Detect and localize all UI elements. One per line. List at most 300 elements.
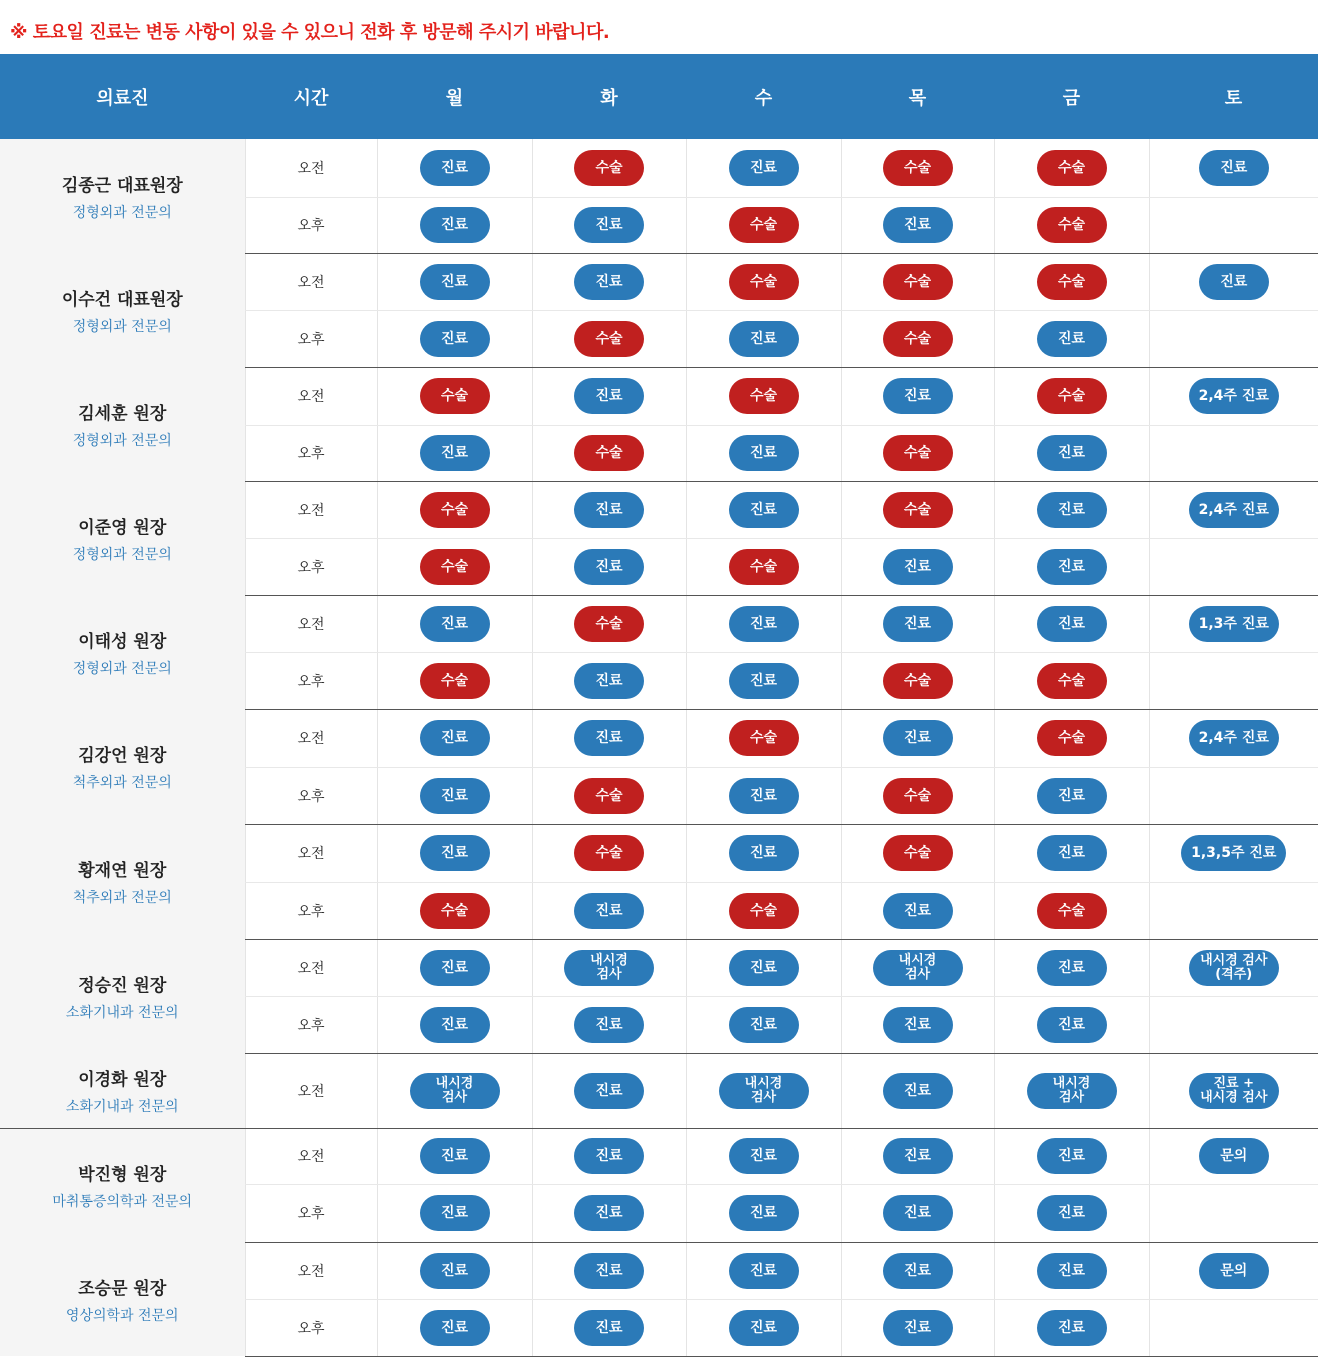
clinic-badge: 내시경 검사 (격주)	[1189, 950, 1279, 986]
schedule-cell	[994, 652, 1149, 709]
schedule-cell	[841, 939, 994, 996]
clinic-badge: 진료	[729, 663, 799, 699]
clinic-badge: 진료	[883, 549, 953, 585]
clinic-badge: 진료	[883, 893, 953, 929]
schedule-cell	[377, 538, 532, 595]
schedule-table	[0, 54, 1318, 1357]
schedule-cell	[994, 1184, 1149, 1242]
clinic-badge: 내시경 검사	[719, 1073, 809, 1109]
surgery-badge: 수술	[883, 321, 953, 357]
schedule-cell	[532, 767, 686, 824]
surgery-badge: 수술	[729, 893, 799, 929]
clinic-badge: 진료	[1037, 778, 1107, 814]
clinic-badge: 진료	[729, 606, 799, 642]
surgery-badge: 수술	[883, 264, 953, 300]
clinic-badge: 1,3,5주 진료	[1181, 835, 1286, 871]
schedule-cell	[686, 310, 841, 367]
schedule-cell	[1149, 939, 1318, 996]
surgery-badge: 수술	[1037, 264, 1107, 300]
schedule-cell	[1149, 139, 1318, 197]
schedule-cell	[1149, 1128, 1318, 1184]
surgery-badge: 수술	[574, 606, 644, 642]
schedule-cell	[841, 824, 994, 882]
time-slot-label: 오후	[245, 197, 377, 253]
schedule-cell	[841, 996, 994, 1053]
schedule-cell	[994, 1053, 1149, 1128]
surgery-badge: 수술	[883, 435, 953, 471]
schedule-cell	[994, 139, 1149, 197]
schedule-cell	[377, 1242, 532, 1299]
schedule-cell	[686, 139, 841, 197]
schedule-cell	[1149, 538, 1318, 595]
time-slot-label: 오후	[245, 538, 377, 595]
time-slot-label: 오전	[245, 1242, 377, 1299]
schedule-cell	[841, 595, 994, 652]
schedule-body	[0, 139, 1318, 1356]
schedule-cell	[686, 996, 841, 1053]
surgery-badge: 수술	[574, 778, 644, 814]
schedule-cell	[532, 1299, 686, 1356]
schedule-cell	[841, 1184, 994, 1242]
clinic-badge: 진료	[420, 435, 490, 471]
doctor-name: 이수건 대표원장	[61, 289, 183, 310]
doctor-name: 이준영 원장	[78, 517, 167, 538]
schedule-cell	[686, 595, 841, 652]
clinic-badge: 진료	[1037, 606, 1107, 642]
schedule-cell	[994, 996, 1149, 1053]
surgery-badge: 수술	[1037, 893, 1107, 929]
time-slot-label: 오후	[245, 1184, 377, 1242]
surgery-badge: 수술	[883, 663, 953, 699]
schedule-cell	[1149, 1242, 1318, 1299]
header-wed: 수	[686, 54, 841, 139]
schedule-cell	[994, 538, 1149, 595]
surgery-badge: 수술	[420, 492, 490, 528]
header-time: 시간	[245, 54, 377, 139]
clinic-badge: 진료	[420, 1253, 490, 1289]
schedule-cell	[686, 1299, 841, 1356]
clinic-badge: 진료	[420, 1007, 490, 1043]
schedule-row	[0, 1242, 1318, 1299]
schedule-cell	[532, 1053, 686, 1128]
clinic-badge: 진료	[883, 1007, 953, 1043]
schedule-cell	[1149, 595, 1318, 652]
time-slot-label: 오전	[245, 824, 377, 882]
clinic-badge: 진료	[1037, 321, 1107, 357]
clinic-badge: 진료	[420, 1310, 490, 1346]
clinic-badge: 진료	[883, 207, 953, 243]
clinic-badge: 진료	[729, 492, 799, 528]
clinic-badge: 진료	[1037, 492, 1107, 528]
surgery-badge: 수술	[883, 150, 953, 186]
clinic-badge: 진료	[420, 720, 490, 756]
doctor-name: 정승진 원장	[78, 975, 167, 996]
clinic-badge: 진료	[729, 778, 799, 814]
schedule-cell	[532, 652, 686, 709]
surgery-badge: 수술	[574, 835, 644, 871]
doctor-cell	[0, 367, 245, 481]
surgery-badge: 수술	[729, 549, 799, 585]
schedule-cell	[377, 425, 532, 481]
schedule-cell	[994, 1299, 1149, 1356]
doctor-cell	[0, 481, 245, 595]
surgery-badge: 수술	[574, 435, 644, 471]
time-slot-label: 오전	[245, 1128, 377, 1184]
surgery-badge: 수술	[574, 321, 644, 357]
schedule-cell	[377, 652, 532, 709]
schedule-cell	[994, 1128, 1149, 1184]
clinic-badge: 진료	[1037, 1138, 1107, 1174]
doctor-specialty: 정형외과 전문의	[72, 546, 172, 563]
clinic-badge: 진료	[1199, 150, 1269, 186]
clinic-badge: 2,4주 진료	[1189, 378, 1279, 414]
clinic-badge: 진료	[1037, 549, 1107, 585]
schedule-cell	[994, 197, 1149, 253]
schedule-cell	[377, 939, 532, 996]
schedule-cell	[841, 310, 994, 367]
schedule-cell	[841, 882, 994, 939]
clinic-badge: 진료	[729, 435, 799, 471]
schedule-cell	[841, 1128, 994, 1184]
schedule-cell	[994, 882, 1149, 939]
saturday-notice: ※ 토요일 진료는 변동 사항이 있을 수 있으니 전화 후 방문해 주시기 바랍니다.	[10, 22, 610, 43]
doctor-name: 김강언 원장	[78, 746, 167, 766]
schedule-cell	[377, 767, 532, 824]
doctor-cell	[0, 595, 245, 709]
schedule-cell	[1149, 253, 1318, 310]
doctor-specialty: 마취통증의학과 전문의	[52, 1193, 193, 1210]
doctor-name: 이경화 원장	[78, 1069, 167, 1090]
clinic-badge: 1,3주 진료	[1189, 606, 1279, 642]
doctor-specialty: 척추외과 전문의	[72, 890, 172, 906]
clinic-badge: 진료	[420, 778, 490, 814]
schedule-cell	[994, 481, 1149, 538]
surgery-badge: 수술	[883, 492, 953, 528]
schedule-cell	[532, 538, 686, 595]
schedule-cell	[841, 652, 994, 709]
time-slot-label: 오전	[245, 481, 377, 538]
schedule-cell	[994, 824, 1149, 882]
schedule-cell	[1149, 1053, 1318, 1128]
schedule-cell	[994, 595, 1149, 652]
clinic-badge: 진료	[729, 321, 799, 357]
time-slot-label: 오전	[245, 367, 377, 425]
schedule-cell	[686, 824, 841, 882]
schedule-row	[0, 595, 1318, 652]
surgery-badge: 수술	[729, 207, 799, 243]
schedule-cell	[1149, 709, 1318, 767]
surgery-badge: 수술	[1037, 663, 1107, 699]
clinic-badge: 진료	[1037, 1253, 1107, 1289]
schedule-cell	[841, 538, 994, 595]
schedule-cell	[686, 481, 841, 538]
schedule-cell	[377, 139, 532, 197]
clinic-badge: 진료	[574, 207, 644, 243]
clinic-badge: 진료	[883, 606, 953, 642]
clinic-badge: 진료 + 내시경 검사	[1189, 1073, 1279, 1109]
clinic-badge: 진료	[420, 1195, 490, 1231]
surgery-badge: 수술	[420, 893, 490, 929]
doctor-cell	[0, 1128, 245, 1242]
schedule-cell	[686, 197, 841, 253]
schedule-cell	[686, 253, 841, 310]
schedule-cell	[841, 767, 994, 824]
schedule-row	[0, 824, 1318, 882]
clinic-badge: 진료	[420, 606, 490, 642]
doctor-cell	[0, 939, 245, 1053]
time-slot-label: 오전	[245, 1053, 377, 1128]
clinic-badge: 진료	[729, 1253, 799, 1289]
clinic-badge: 진료	[1037, 435, 1107, 471]
schedule-cell	[532, 1184, 686, 1242]
schedule-cell	[1149, 367, 1318, 425]
schedule-cell	[686, 425, 841, 481]
schedule-cell	[532, 882, 686, 939]
clinic-badge: 진료	[574, 264, 644, 300]
schedule-cell	[686, 709, 841, 767]
schedule-cell	[841, 709, 994, 767]
schedule-cell	[686, 1184, 841, 1242]
time-slot-label: 오후	[245, 882, 377, 939]
schedule-cell	[1149, 996, 1318, 1053]
schedule-cell	[994, 367, 1149, 425]
schedule-row	[0, 709, 1318, 767]
surgery-badge: 수술	[729, 264, 799, 300]
time-slot-label: 오후	[245, 310, 377, 367]
doctor-specialty: 영상의학과 전문의	[65, 1307, 179, 1324]
clinic-badge: 진료	[883, 1253, 953, 1289]
doctor-specialty: 소화기내과 전문의	[65, 1098, 179, 1115]
schedule-cell	[377, 1299, 532, 1356]
schedule-cell	[377, 595, 532, 652]
clinic-badge: 진료	[420, 321, 490, 357]
time-slot-label: 오전	[245, 139, 377, 197]
doctor-cell	[0, 139, 245, 253]
doctor-specialty: 정형외과 전문의	[72, 660, 172, 677]
schedule-cell	[841, 1299, 994, 1356]
clinic-badge: 문의	[1199, 1138, 1269, 1174]
header-sat: 토	[1149, 54, 1318, 139]
clinic-badge: 문의	[1199, 1253, 1269, 1289]
doctor-cell	[0, 253, 245, 367]
doctor-cell	[0, 1242, 245, 1356]
clinic-badge: 진료	[574, 1195, 644, 1231]
schedule-cell	[994, 310, 1149, 367]
schedule-cell	[1149, 481, 1318, 538]
time-slot-label: 오후	[245, 767, 377, 824]
clinic-badge: 2,4주 진료	[1189, 720, 1279, 756]
clinic-badge: 진료	[883, 378, 953, 414]
clinic-badge: 진료	[574, 1138, 644, 1174]
schedule-cell	[532, 709, 686, 767]
schedule-cell	[532, 310, 686, 367]
surgery-badge: 수술	[1037, 150, 1107, 186]
clinic-badge: 진료	[883, 1073, 953, 1109]
schedule-cell	[686, 1053, 841, 1128]
schedule-cell	[377, 367, 532, 425]
schedule-cell	[532, 425, 686, 481]
clinic-badge: 진료	[883, 1138, 953, 1174]
time-slot-label: 오후	[245, 652, 377, 709]
clinic-badge: 진료	[729, 1138, 799, 1174]
schedule-cell	[686, 1242, 841, 1299]
clinic-badge: 진료	[574, 1310, 644, 1346]
schedule-cell	[994, 767, 1149, 824]
schedule-row	[0, 481, 1318, 538]
schedule-cell	[377, 824, 532, 882]
schedule-cell	[532, 939, 686, 996]
doctor-name: 조승문 원장	[78, 1278, 167, 1299]
clinic-badge: 진료	[420, 264, 490, 300]
clinic-badge: 진료	[574, 1007, 644, 1043]
header-fri: 금	[994, 54, 1149, 139]
schedule-cell	[686, 939, 841, 996]
schedule-cell	[1149, 824, 1318, 882]
schedule-cell	[532, 197, 686, 253]
doctor-specialty: 정형외과 전문의	[72, 318, 172, 335]
schedule-cell	[686, 652, 841, 709]
schedule-cell	[532, 253, 686, 310]
clinic-badge: 진료	[574, 720, 644, 756]
clinic-badge: 내시경 검사	[564, 950, 654, 986]
schedule-cell	[841, 367, 994, 425]
clinic-badge: 진료	[574, 378, 644, 414]
surgery-badge: 수술	[1037, 207, 1107, 243]
clinic-badge: 내시경 검사	[410, 1073, 500, 1109]
time-slot-label: 오전	[245, 939, 377, 996]
schedule-row	[0, 939, 1318, 996]
clinic-badge: 진료	[729, 1007, 799, 1043]
clinic-badge: 진료	[729, 150, 799, 186]
surgery-badge: 수술	[1037, 720, 1107, 756]
doctor-name: 김세훈 원장	[78, 403, 167, 424]
schedule-row	[0, 1128, 1318, 1184]
clinic-badge: 진료	[574, 1073, 644, 1109]
surgery-badge: 수술	[729, 720, 799, 756]
header-mon: 월	[377, 54, 532, 139]
schedule-row	[0, 1053, 1318, 1128]
clinic-badge: 내시경 검사	[1027, 1073, 1117, 1109]
time-slot-label: 오전	[245, 253, 377, 310]
schedule-cell	[1149, 197, 1318, 253]
time-slot-label: 오후	[245, 996, 377, 1053]
schedule-cell	[686, 882, 841, 939]
surgery-badge: 수술	[574, 150, 644, 186]
schedule-cell	[532, 996, 686, 1053]
schedule-cell	[377, 197, 532, 253]
time-slot-label: 오전	[245, 709, 377, 767]
header-doctor: 의료진	[0, 54, 245, 139]
schedule-cell	[994, 253, 1149, 310]
clinic-badge: 진료	[420, 150, 490, 186]
schedule-cell	[377, 882, 532, 939]
doctor-name: 이태성 원장	[78, 631, 167, 652]
doctor-cell	[0, 1053, 245, 1128]
schedule-cell	[377, 253, 532, 310]
schedule-cell	[686, 367, 841, 425]
schedule-cell	[532, 1242, 686, 1299]
schedule-cell	[377, 1053, 532, 1128]
clinic-badge: 진료	[574, 1253, 644, 1289]
schedule-cell	[1149, 1184, 1318, 1242]
clinic-badge: 진료	[729, 835, 799, 871]
doctor-specialty: 정형외과 전문의	[72, 204, 172, 221]
schedule-cell	[841, 481, 994, 538]
schedule-cell	[841, 197, 994, 253]
time-slot-label: 오후	[245, 425, 377, 481]
schedule-cell	[994, 939, 1149, 996]
schedule-cell	[994, 709, 1149, 767]
doctor-specialty: 척추외과 전문의	[72, 775, 172, 791]
schedule-cell	[1149, 882, 1318, 939]
schedule-cell	[532, 481, 686, 538]
schedule-row	[0, 367, 1318, 425]
schedule-cell	[377, 481, 532, 538]
schedule-cell	[686, 767, 841, 824]
schedule-cell	[377, 310, 532, 367]
clinic-badge: 내시경 검사	[873, 950, 963, 986]
schedule-cell	[686, 538, 841, 595]
header-tue: 화	[532, 54, 686, 139]
doctor-name: 김종근 대표원장	[61, 175, 183, 196]
header-thu: 목	[841, 54, 994, 139]
schedule-cell	[532, 1128, 686, 1184]
clinic-badge: 진료	[729, 950, 799, 986]
schedule-cell	[532, 595, 686, 652]
schedule-cell	[532, 367, 686, 425]
surgery-badge: 수술	[729, 378, 799, 414]
clinic-badge: 진료	[420, 207, 490, 243]
clinic-badge: 진료	[574, 663, 644, 699]
clinic-badge: 진료	[883, 1310, 953, 1346]
clinic-badge: 진료	[574, 492, 644, 528]
doctor-cell	[0, 709, 245, 824]
schedule-cell	[686, 1128, 841, 1184]
schedule-cell	[377, 996, 532, 1053]
clinic-badge: 진료	[1037, 1310, 1107, 1346]
clinic-badge: 진료	[1037, 1007, 1107, 1043]
schedule-cell	[1149, 425, 1318, 481]
clinic-badge: 진료	[729, 1195, 799, 1231]
schedule-cell	[994, 1242, 1149, 1299]
schedule-cell	[841, 139, 994, 197]
clinic-badge: 진료	[883, 720, 953, 756]
surgery-badge: 수술	[883, 835, 953, 871]
schedule-cell	[1149, 767, 1318, 824]
schedule-cell	[841, 1242, 994, 1299]
schedule-cell	[1149, 1299, 1318, 1356]
schedule-cell	[841, 425, 994, 481]
clinic-badge: 진료	[420, 1138, 490, 1174]
schedule-cell	[841, 253, 994, 310]
schedule-cell	[377, 1128, 532, 1184]
schedule-cell	[1149, 652, 1318, 709]
clinic-badge: 진료	[420, 835, 490, 871]
surgery-badge: 수술	[420, 549, 490, 585]
clinic-badge: 진료	[574, 549, 644, 585]
surgery-badge: 수술	[883, 778, 953, 814]
time-slot-label: 오후	[245, 1299, 377, 1356]
schedule-cell	[532, 824, 686, 882]
doctor-specialty: 정형외과 전문의	[72, 432, 172, 449]
clinic-badge: 진료	[1037, 950, 1107, 986]
clinic-badge: 2,4주 진료	[1189, 492, 1279, 528]
schedule-cell	[841, 1053, 994, 1128]
schedule-row	[0, 253, 1318, 310]
surgery-badge: 수술	[420, 378, 490, 414]
time-slot-label: 오전	[245, 595, 377, 652]
schedule-cell	[994, 425, 1149, 481]
